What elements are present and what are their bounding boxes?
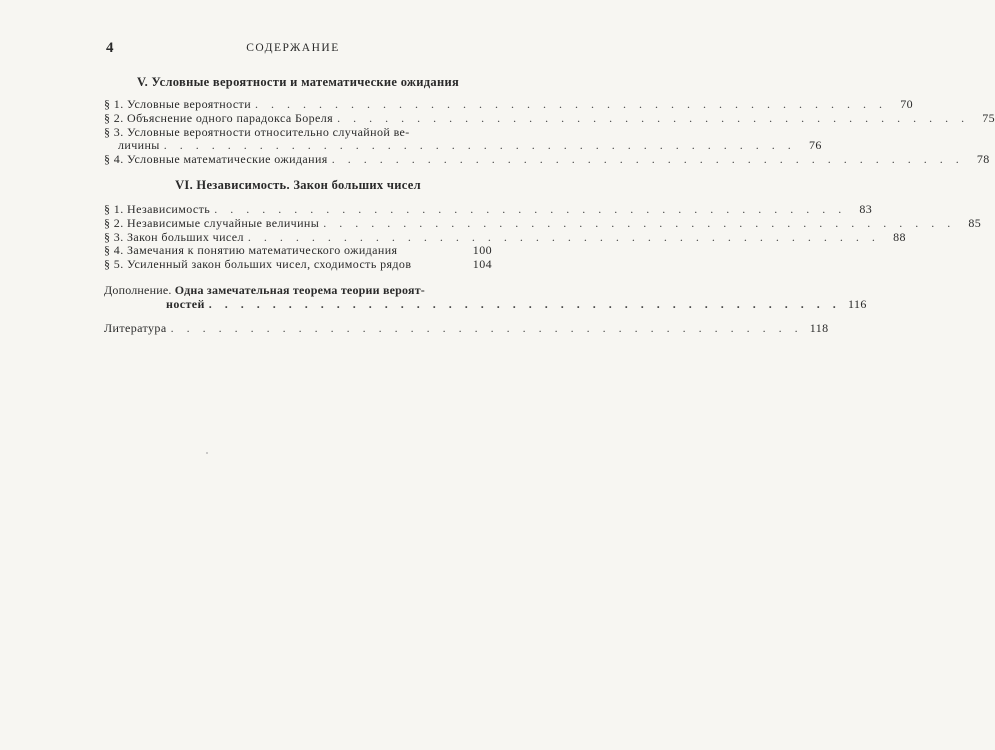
leader-dots: . . . . . . . . . . . . . . . . . . . . . . . . . . . . . . . . . . . . . . . . xyxy=(323,215,956,230)
chapter-5-title: V. Условные вероятности и математические ожидания xyxy=(136,75,460,89)
appendix-entry xyxy=(104,282,867,312)
entry-page: 100 xyxy=(472,243,492,258)
appendix-title-line2: ностей xyxy=(166,296,205,311)
entry-page: 116 xyxy=(848,296,867,311)
leader-dots: . . . . . . . . . . . . . . . . . . . . . . . . . . . . . . . . . . . . . . . . xyxy=(214,201,847,216)
leader-dots: . . . . . . . . . . . . . . . . . . . . . . . . . . . . . . . . . . . . . . . . xyxy=(208,296,841,311)
entry-label: § 4. Замечания к понятию математического ожидания xyxy=(104,243,398,258)
entry-page: 78 xyxy=(976,152,990,167)
entry-label: § 4. Условные математические ожидания xyxy=(104,152,328,167)
entry-label: § 3. Закон больших чисел xyxy=(104,229,244,244)
chapter-6-title: VI. Независимость. Закон больших чисел xyxy=(175,177,421,192)
entry-page: 88 xyxy=(893,229,906,244)
entry-page: 83 xyxy=(859,201,873,216)
toc-entry xyxy=(104,124,822,154)
leader-dots: . . . . . . . . . . . . . . . . . . . . . . . . . . . . . . . . . . . . . . . . xyxy=(170,320,803,335)
appendix-title-line1: Одна замечательная теорема теории вероят- xyxy=(174,282,425,297)
paper-speck xyxy=(206,452,208,454)
entry-label: § 5. Усиленный закон больших чисел, сходимость рядов xyxy=(104,257,412,272)
entry-label: § 1. Условные вероятности xyxy=(104,97,252,111)
entry-page: 76 xyxy=(808,138,822,153)
entry-label: § 1. Независимость xyxy=(104,201,211,216)
entry-page: 70 xyxy=(900,97,914,111)
toc-entry xyxy=(104,201,873,217)
table-of-contents xyxy=(104,74,995,335)
entry-label: § 2. Независимые случайные величины xyxy=(104,215,320,230)
toc-entry xyxy=(104,110,995,126)
entry-page: 75 xyxy=(982,110,995,125)
leader-dots: . . . . . . . . . . . . . . . . . . . . . . . . . . . . . . . . . . . . . . . . xyxy=(255,97,888,111)
entry-label: Литература xyxy=(104,320,167,335)
page-header xyxy=(106,40,480,60)
leader-dots: . . . . . . . . . . . . . . . . . . . . . . . . . . . . . . . . . . . . . . . . xyxy=(163,138,796,153)
toc-entry xyxy=(104,229,906,245)
leader-dots: . . . . . . . . . . . . . . . . . . . . . . . . . . . . . . . . . . . . . . . . xyxy=(247,229,880,244)
toc-entry xyxy=(104,97,914,112)
literature-entry xyxy=(104,320,829,336)
toc-entry xyxy=(104,244,492,258)
entry-label: § 2. Объяснение одного парадокса Бореля xyxy=(104,110,334,125)
running-title: СОДЕРЖАНИЕ xyxy=(246,42,340,54)
appendix-prefix: Дополнение. xyxy=(104,282,172,297)
entry-label-line2: личины xyxy=(118,138,160,153)
entry-page: 118 xyxy=(809,320,829,335)
leader-dots: . . . . . . . . . . . . . . . . . . . . . . . . . . . . . . . . . . . . . . . . xyxy=(337,110,970,125)
entry-page: 104 xyxy=(472,257,492,272)
leader-dots: . . . . . . . . . . . . . . . . . . . . . . . . . . . . . . . . . . . . . . . . xyxy=(331,152,964,167)
toc-entry xyxy=(104,215,982,231)
page-number: 4 xyxy=(106,40,114,56)
toc-entry xyxy=(104,152,990,167)
entry-page: 85 xyxy=(968,215,982,230)
toc-entry xyxy=(104,258,492,272)
entry-label-line1: § 3. Условные вероятности относительно случайной ве- xyxy=(104,124,410,139)
